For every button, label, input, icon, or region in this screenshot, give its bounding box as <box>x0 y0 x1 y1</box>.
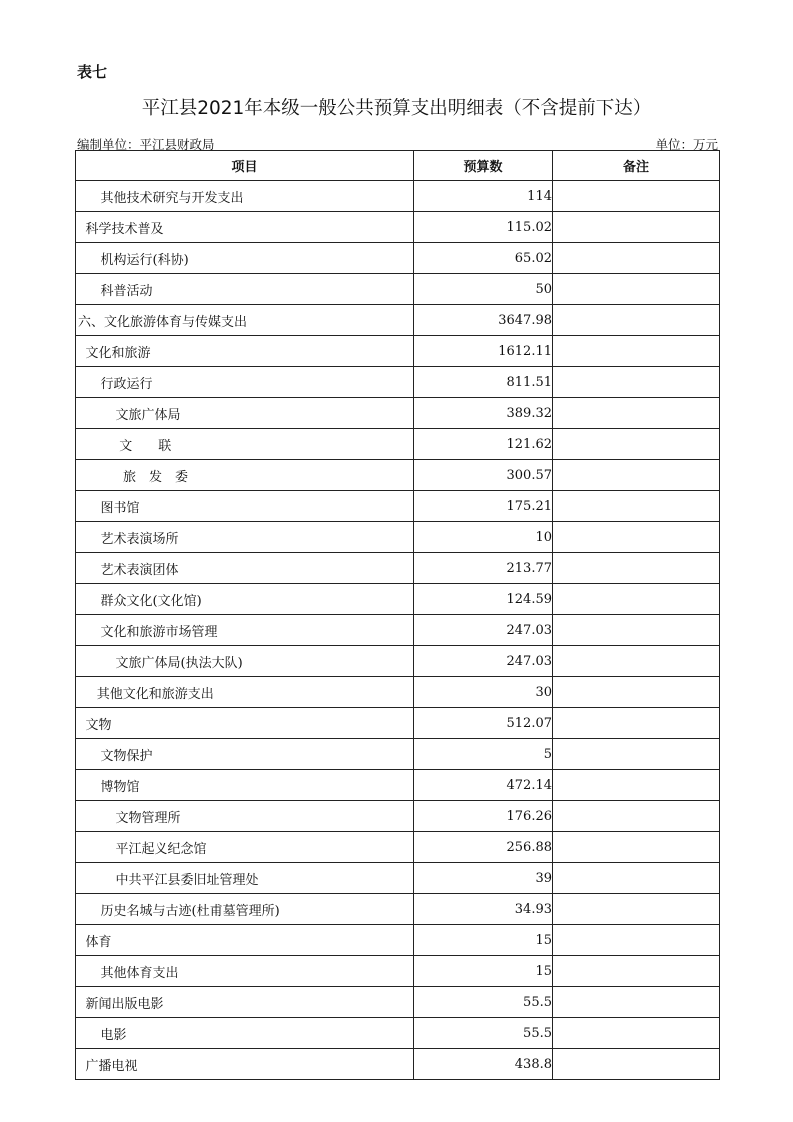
row-budget-value: 124.59 <box>414 584 553 615</box>
row-note <box>553 646 720 677</box>
row-item-name: 旅 发 委 <box>76 460 414 491</box>
row-note <box>553 832 720 863</box>
row-note <box>553 460 720 491</box>
row-budget-value: 512.07 <box>414 708 553 739</box>
row-item-name: 文 联 <box>76 429 414 460</box>
row-budget-value: 55.5 <box>414 987 553 1018</box>
row-budget-value: 10 <box>414 522 553 553</box>
row-note <box>553 429 720 460</box>
table-row <box>76 336 720 367</box>
row-item-name: 电影 <box>76 1018 414 1049</box>
row-budget-value: 15 <box>414 956 553 987</box>
row-budget-value: 5 <box>414 739 553 770</box>
table-row <box>76 1049 720 1080</box>
table-row <box>76 615 720 646</box>
row-item-name: 群众文化(文化馆) <box>76 584 414 615</box>
table-row <box>76 739 720 770</box>
unit-label: 单位：万元 <box>655 137 718 152</box>
table-row <box>76 305 720 336</box>
row-item-name: 体育 <box>76 925 414 956</box>
table-row <box>76 429 720 460</box>
row-item-name: 历史名城与古迹(杜甫墓管理所) <box>76 894 414 925</box>
table-row <box>76 987 720 1018</box>
row-note <box>553 739 720 770</box>
table-row <box>76 894 720 925</box>
row-item-name: 艺术表演团体 <box>76 553 414 584</box>
row-budget-value: 472.14 <box>414 770 553 801</box>
row-item-name: 科普活动 <box>76 274 414 305</box>
row-budget-value: 247.03 <box>414 615 553 646</box>
table-row <box>76 522 720 553</box>
row-note <box>553 1049 720 1080</box>
table-row <box>76 770 720 801</box>
table-row <box>76 243 720 274</box>
row-budget-value: 55.5 <box>414 1018 553 1049</box>
row-budget-value: 256.88 <box>414 832 553 863</box>
row-note <box>553 770 720 801</box>
document-title: 平江县2021年本级一般公共预算支出明细表（不含提前下达） <box>141 98 652 119</box>
row-note <box>553 367 720 398</box>
row-budget-value: 389.32 <box>414 398 553 429</box>
header-note: 备注 <box>553 151 720 181</box>
row-item-name: 图书馆 <box>76 491 414 522</box>
table-body <box>76 181 720 1080</box>
row-item-name: 科学技术普及 <box>76 212 414 243</box>
row-note <box>553 987 720 1018</box>
row-budget-value: 39 <box>414 863 553 894</box>
table-row <box>76 553 720 584</box>
row-note <box>553 181 720 212</box>
table-row <box>76 956 720 987</box>
row-note <box>553 925 720 956</box>
table-row <box>76 460 720 491</box>
row-budget-value: 213.77 <box>414 553 553 584</box>
row-item-name: 文化和旅游 <box>76 336 414 367</box>
row-budget-value: 115.02 <box>414 212 553 243</box>
row-item-name: 平江起义纪念馆 <box>76 832 414 863</box>
row-budget-value: 114 <box>414 181 553 212</box>
row-item-name: 中共平江县委旧址管理处 <box>76 863 414 894</box>
table-row <box>76 274 720 305</box>
row-budget-value: 176.26 <box>414 801 553 832</box>
row-note <box>553 522 720 553</box>
row-note <box>553 708 720 739</box>
budget-table <box>75 150 720 1080</box>
row-budget-value: 65.02 <box>414 243 553 274</box>
row-budget-value: 1612.11 <box>414 336 553 367</box>
row-note <box>553 863 720 894</box>
row-budget-value: 50 <box>414 274 553 305</box>
table-row <box>76 367 720 398</box>
row-note <box>553 336 720 367</box>
table-row <box>76 646 720 677</box>
row-item-name: 博物馆 <box>76 770 414 801</box>
table-row <box>76 677 720 708</box>
row-note <box>553 305 720 336</box>
row-budget-value: 30 <box>414 677 553 708</box>
row-note <box>553 584 720 615</box>
table-row <box>76 1018 720 1049</box>
row-item-name: 文物保护 <box>76 739 414 770</box>
compiling-unit: 编制单位：平江县财政局 <box>77 137 215 152</box>
row-item-name: 文旅广体局(执法大队) <box>76 646 414 677</box>
row-note <box>553 1018 720 1049</box>
table-header-row <box>76 151 720 181</box>
table-row <box>76 925 720 956</box>
row-note <box>553 491 720 522</box>
table-row <box>76 863 720 894</box>
table-row <box>76 708 720 739</box>
row-item-name: 其他技术研究与开发支出 <box>76 181 414 212</box>
table-row <box>76 398 720 429</box>
row-note <box>553 615 720 646</box>
row-budget-value: 3647.98 <box>414 305 553 336</box>
row-item-name: 其他文化和旅游支出 <box>76 677 414 708</box>
row-item-name: 机构运行(科协) <box>76 243 414 274</box>
row-budget-value: 175.21 <box>414 491 553 522</box>
row-item-name: 文旅广体局 <box>76 398 414 429</box>
row-note <box>553 894 720 925</box>
row-note <box>553 212 720 243</box>
table-number-label: 表七 <box>77 63 108 81</box>
table-row <box>76 181 720 212</box>
row-note <box>553 801 720 832</box>
header-item: 项目 <box>76 151 414 181</box>
row-note <box>553 553 720 584</box>
table-row <box>76 832 720 863</box>
header-budget: 预算数 <box>414 151 553 181</box>
table-row <box>76 584 720 615</box>
row-budget-value: 121.62 <box>414 429 553 460</box>
row-item-name: 文物管理所 <box>76 801 414 832</box>
row-item-name: 文化和旅游市场管理 <box>76 615 414 646</box>
row-item-name: 艺术表演场所 <box>76 522 414 553</box>
row-note <box>553 243 720 274</box>
row-budget-value: 811.51 <box>414 367 553 398</box>
row-item-name: 其他体育支出 <box>76 956 414 987</box>
row-item-name: 新闻出版电影 <box>76 987 414 1018</box>
row-item-name: 文物 <box>76 708 414 739</box>
row-note <box>553 677 720 708</box>
table-row <box>76 212 720 243</box>
row-item-name: 广播电视 <box>76 1049 414 1080</box>
row-item-name: 行政运行 <box>76 367 414 398</box>
row-note <box>553 956 720 987</box>
table-row <box>76 491 720 522</box>
row-budget-value: 300.57 <box>414 460 553 491</box>
row-note <box>553 398 720 429</box>
row-budget-value: 15 <box>414 925 553 956</box>
row-item-name: 六、文化旅游体育与传媒支出 <box>76 305 414 336</box>
row-note <box>553 274 720 305</box>
row-budget-value: 247.03 <box>414 646 553 677</box>
row-budget-value: 34.93 <box>414 894 553 925</box>
row-budget-value: 438.8 <box>414 1049 553 1080</box>
table-row <box>76 801 720 832</box>
